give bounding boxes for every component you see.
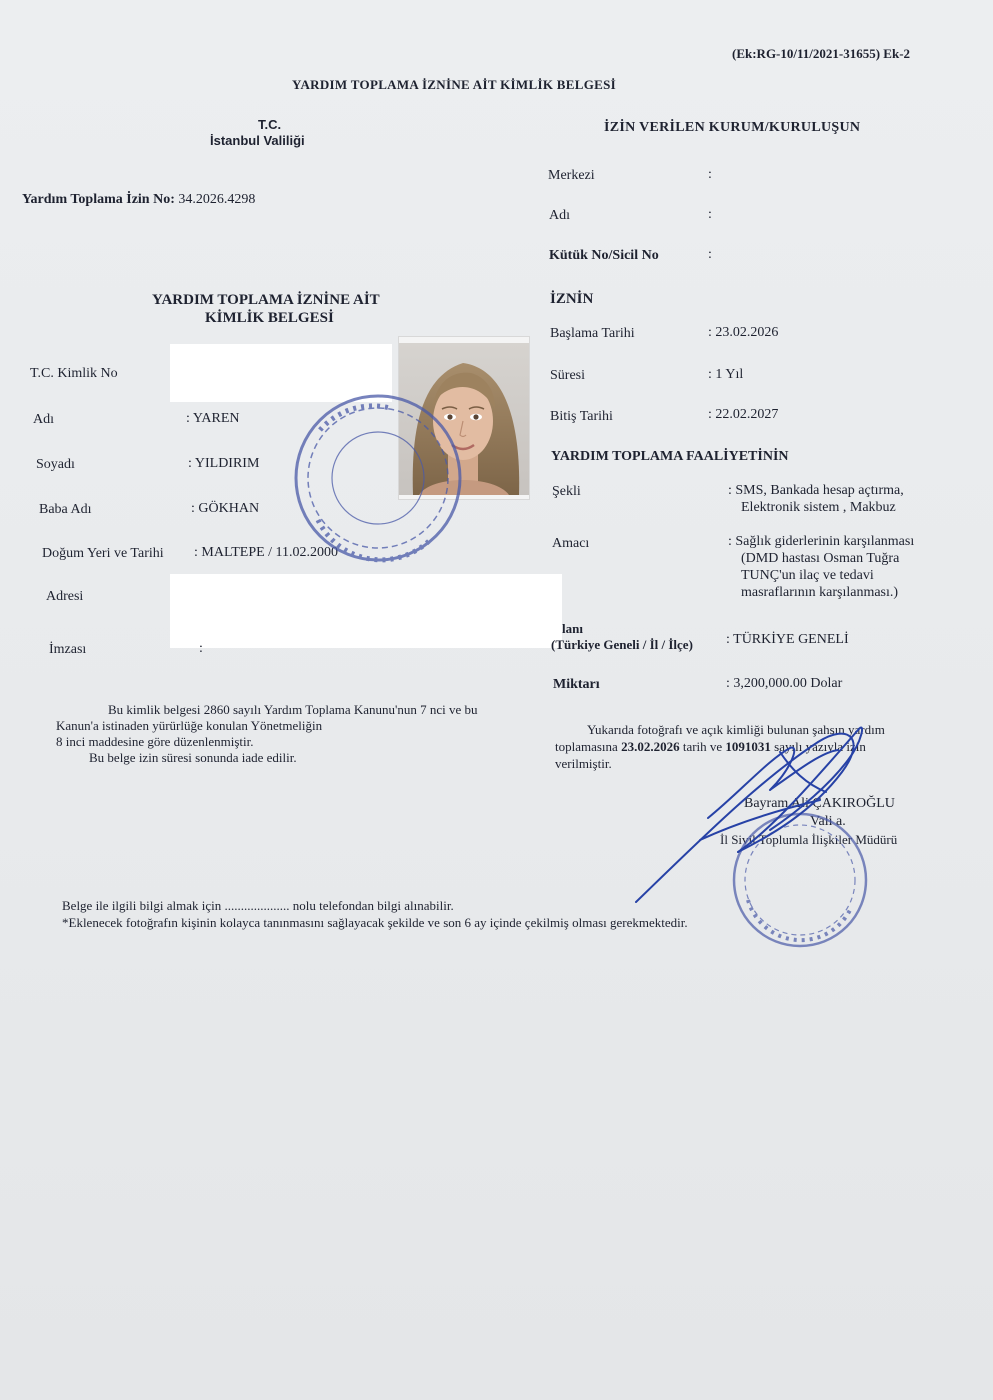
permit-number-value: 34.2026.4298 — [178, 192, 256, 207]
permit-title: İZNİN — [550, 291, 594, 307]
activity-sekli-label: Şekli — [552, 484, 581, 499]
applicant-photo — [398, 336, 530, 500]
org-kutuk-label: Kütük No/Sicil No — [549, 248, 659, 263]
note-line1: Bu kimlik belgesi 2860 sayılı Yardım Toplama Kanunu'nun 7 nci ve bu — [108, 702, 478, 717]
activity-alani-sub: (Türkiye Geneli / İl / İlçe) — [551, 637, 693, 652]
sekli-line2: Elektronik sistem , Makbuz — [741, 500, 896, 515]
birth-value: : MALTEPE / 11.02.2000 — [194, 545, 339, 560]
org-merkezi-label: Merkezi — [548, 168, 595, 183]
footer-line2: *Eklenecek fotoğrafın kişinin kolayca tanınmasını sağlayacak şekilde ve son 6 ay içinde çekilmiş olması gerekmektedir. — [62, 915, 688, 930]
permit-end-value: : 22.02.2027 — [708, 407, 779, 422]
approval-line2 — [555, 739, 866, 755]
left-title-line1: YARDIM TOPLAMA İZNİNE AİT — [152, 292, 380, 308]
sekli-line1: : SMS, Bankada hesap açtırma, — [728, 483, 904, 498]
approval-line3: verilmiştir. — [555, 756, 612, 771]
footer-line1: Belge ile ilgili bilgi almak için .................... nolu telefondan bilgi alınabilir. — [62, 898, 454, 913]
permit-start-label: Başlama Tarihi — [550, 326, 635, 341]
tc-kimlik-label: T.C. Kimlik No — [30, 366, 118, 381]
signatory-name: Bayram Ali ÇAKIROĞLU — [744, 796, 895, 811]
redacted-address — [170, 574, 562, 648]
reference-code: (Ek:RG-10/11/2021-31655) Ek-2 — [732, 46, 911, 61]
birth-label: Doğum Yeri ve Tarihi — [42, 546, 164, 561]
activity-amaci-label: Amacı — [552, 536, 590, 551]
activity-miktari-label: Miktarı — [553, 677, 600, 692]
amaci-line4: masraflarının karşılanması.) — [741, 585, 899, 600]
amaci-line3: TUNÇ'un ilaç ve tedavi — [741, 568, 874, 583]
father-value: : GÖKHAN — [191, 501, 260, 516]
left-title-line2: KİMLİK BELGESİ — [205, 310, 334, 326]
approval-number: 1091031 — [725, 739, 771, 754]
activity-amaci-value — [728, 533, 914, 601]
signatory-title2: İl Sivil Toplumla İlişkiler Müdürü — [720, 832, 898, 847]
permit-duration-label: Süresi — [550, 368, 585, 383]
address-label: Adresi — [46, 589, 84, 604]
activity-alani-value: : TÜRKİYE GENELİ — [726, 632, 849, 647]
permit-duration-value: : 1 Yıl — [708, 367, 744, 382]
permit-number — [22, 192, 255, 208]
document-title: YARDIM TOPLAMA İZNİNE AİT KİMLİK BELGESİ — [292, 77, 616, 92]
name-label: Adı — [33, 412, 54, 427]
redacted-tc-number — [170, 344, 392, 402]
surname-value: : YILDIRIM — [188, 456, 260, 471]
activity-miktari-value: : 3,200,000.00 Dolar — [726, 676, 843, 691]
signature-colon: : — [199, 641, 203, 656]
activity-title: YARDIM TOPLAMA FAALİYETİNİN — [551, 449, 789, 464]
portrait-icon — [399, 343, 529, 495]
approval-date: 23.02.2026 — [621, 739, 680, 754]
father-label: Baba Adı — [39, 502, 92, 517]
note-line2: Kanun'a istinaden yürürlüğe konulan Yönetmeliğin — [56, 718, 323, 733]
permit-end-label: Bitiş Tarihi — [550, 409, 613, 424]
activity-sekli-value — [728, 482, 904, 516]
surname-label: Soyadı — [36, 457, 75, 472]
amaci-line2: (DMD hastası Osman Tuğra — [741, 551, 900, 566]
org-adi-label: Adı — [549, 208, 570, 223]
name-value: : YAREN — [186, 411, 240, 426]
note-line4: Bu belge izin süresi sonunda iade edilir. — [89, 750, 297, 765]
activity-alani-label: lanı — [562, 621, 583, 636]
permit-number-label: Yardım Toplama İzin No: — [22, 192, 175, 207]
organization-title: İZİN VERİLEN KURUM/KURULUŞUN — [604, 120, 861, 135]
header-office: İstanbul Valiliği — [210, 133, 305, 148]
amaci-line1: : Sağlık giderlerinin karşılanması — [728, 534, 915, 549]
approval-line2-c: sayılı yazıyla izin — [770, 739, 866, 754]
org-merkezi-colon: : — [708, 167, 712, 182]
approval-line2-a: toplamasına — [555, 739, 622, 754]
signatory-title1: Vali a. — [810, 814, 846, 829]
header-tc: T.C. — [258, 117, 282, 132]
org-adi-colon: : — [708, 207, 712, 222]
org-kutuk-colon: : — [708, 247, 712, 262]
note-line3: 8 inci maddesine göre düzenlenmiştir. — [56, 734, 254, 749]
approval-line2-b: tarih ve — [679, 739, 726, 754]
permit-start-value: : 23.02.2026 — [708, 325, 779, 340]
approval-line1: Yukarıda fotoğrafı ve açık kimliği bulunan şahsın yardım — [587, 722, 885, 737]
signature-label: İmzası — [49, 642, 87, 657]
